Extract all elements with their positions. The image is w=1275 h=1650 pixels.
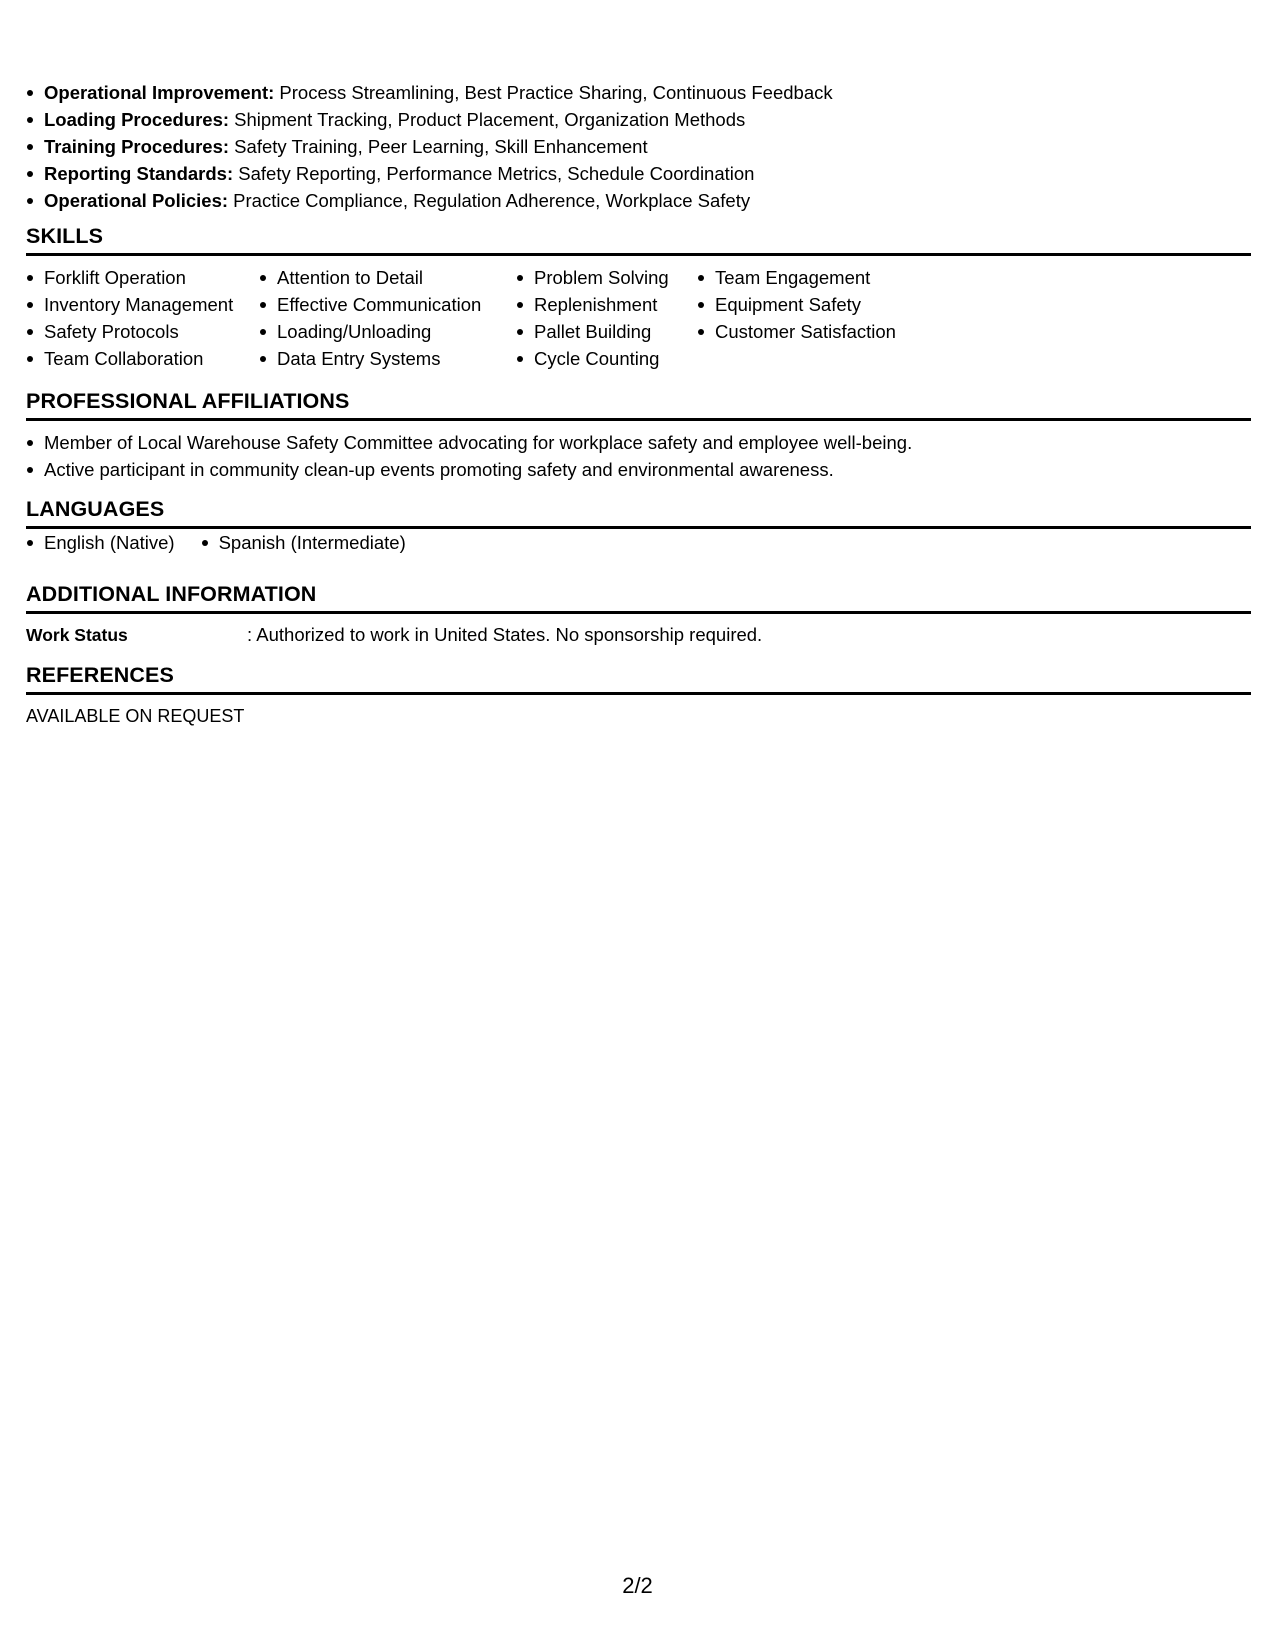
skill-item: Replenishment	[516, 291, 669, 318]
skill-item: Forklift Operation	[26, 264, 233, 291]
section-title: PROFESSIONAL AFFILIATIONS	[26, 387, 1251, 421]
languages-list	[26, 529, 1251, 556]
skill-item: Cycle Counting	[516, 345, 669, 372]
page-number: 2/2	[622, 1573, 653, 1598]
section-title: ADDITIONAL INFORMATION	[26, 580, 1251, 614]
list-item	[26, 160, 833, 187]
work-status-value: : Authorized to work in United States. No sponsorship required.	[247, 624, 763, 645]
work-status-row	[26, 621, 1251, 649]
item-text: Shipment Tracking, Product Placement, Organization Methods	[229, 109, 746, 130]
skill-item: Attention to Detail	[259, 264, 481, 291]
language-item: Spanish (Intermediate)	[201, 529, 406, 556]
skill-item: Team Collaboration	[26, 345, 233, 372]
skills-column	[697, 264, 896, 345]
item-lead: Reporting Standards:	[44, 163, 234, 184]
section-title: SKILLS	[26, 222, 1251, 256]
item-lead: Operational Policies:	[44, 190, 229, 211]
skill-item: Pallet Building	[516, 318, 669, 345]
item-text: Practice Compliance, Regulation Adherence, Workplace Safety	[228, 190, 751, 211]
skills-column	[516, 264, 669, 372]
skills-section	[26, 222, 1251, 368]
skill-item: Equipment Safety	[697, 291, 896, 318]
item-lead: Loading Procedures:	[44, 109, 230, 130]
language-item: English (Native)	[26, 529, 175, 556]
section-title: REFERENCES	[26, 661, 1251, 695]
skill-item: Customer Satisfaction	[697, 318, 896, 345]
skill-item: Loading/Unloading	[259, 318, 481, 345]
section-title: LANGUAGES	[26, 495, 1251, 529]
skill-item: Inventory Management	[26, 291, 233, 318]
skills-grid	[26, 256, 1251, 368]
item-text: Safety Reporting, Performance Metrics, Schedule Coordination	[233, 163, 755, 184]
list-item	[26, 133, 833, 160]
item-lead: Operational Improvement:	[44, 82, 275, 103]
list-item	[26, 106, 833, 133]
skill-item: Data Entry Systems	[259, 345, 481, 372]
languages-section	[26, 495, 1251, 556]
work-status-label: Work Status	[26, 625, 128, 645]
references-text: AVAILABLE ON REQUEST	[26, 706, 245, 726]
skill-item: Team Engagement	[697, 264, 896, 291]
skill-item: Effective Communication	[259, 291, 481, 318]
skills-column	[259, 264, 481, 372]
list-item	[26, 79, 833, 106]
affiliation-item: Member of Local Warehouse Safety Committee advocating for workplace safety and employee well-being.	[26, 429, 1251, 456]
item-lead: Training Procedures:	[44, 136, 230, 157]
list-item	[26, 187, 833, 214]
item-text: Process Streamlining, Best Practice Sharing, Continuous Feedback	[274, 82, 833, 103]
affiliations-section	[26, 387, 1251, 483]
references-section	[26, 661, 1251, 730]
affiliation-item: Active participant in community clean-up events promoting safety and environmental awareness.	[26, 456, 1251, 483]
skill-item: Safety Protocols	[26, 318, 233, 345]
item-text: Safety Training, Peer Learning, Skill Enhancement	[229, 136, 648, 157]
additional-info-section	[26, 580, 1251, 649]
affiliations-list	[26, 429, 1251, 483]
responsibilities-list	[26, 79, 833, 214]
skills-column	[26, 264, 233, 372]
skill-item: Problem Solving	[516, 264, 669, 291]
